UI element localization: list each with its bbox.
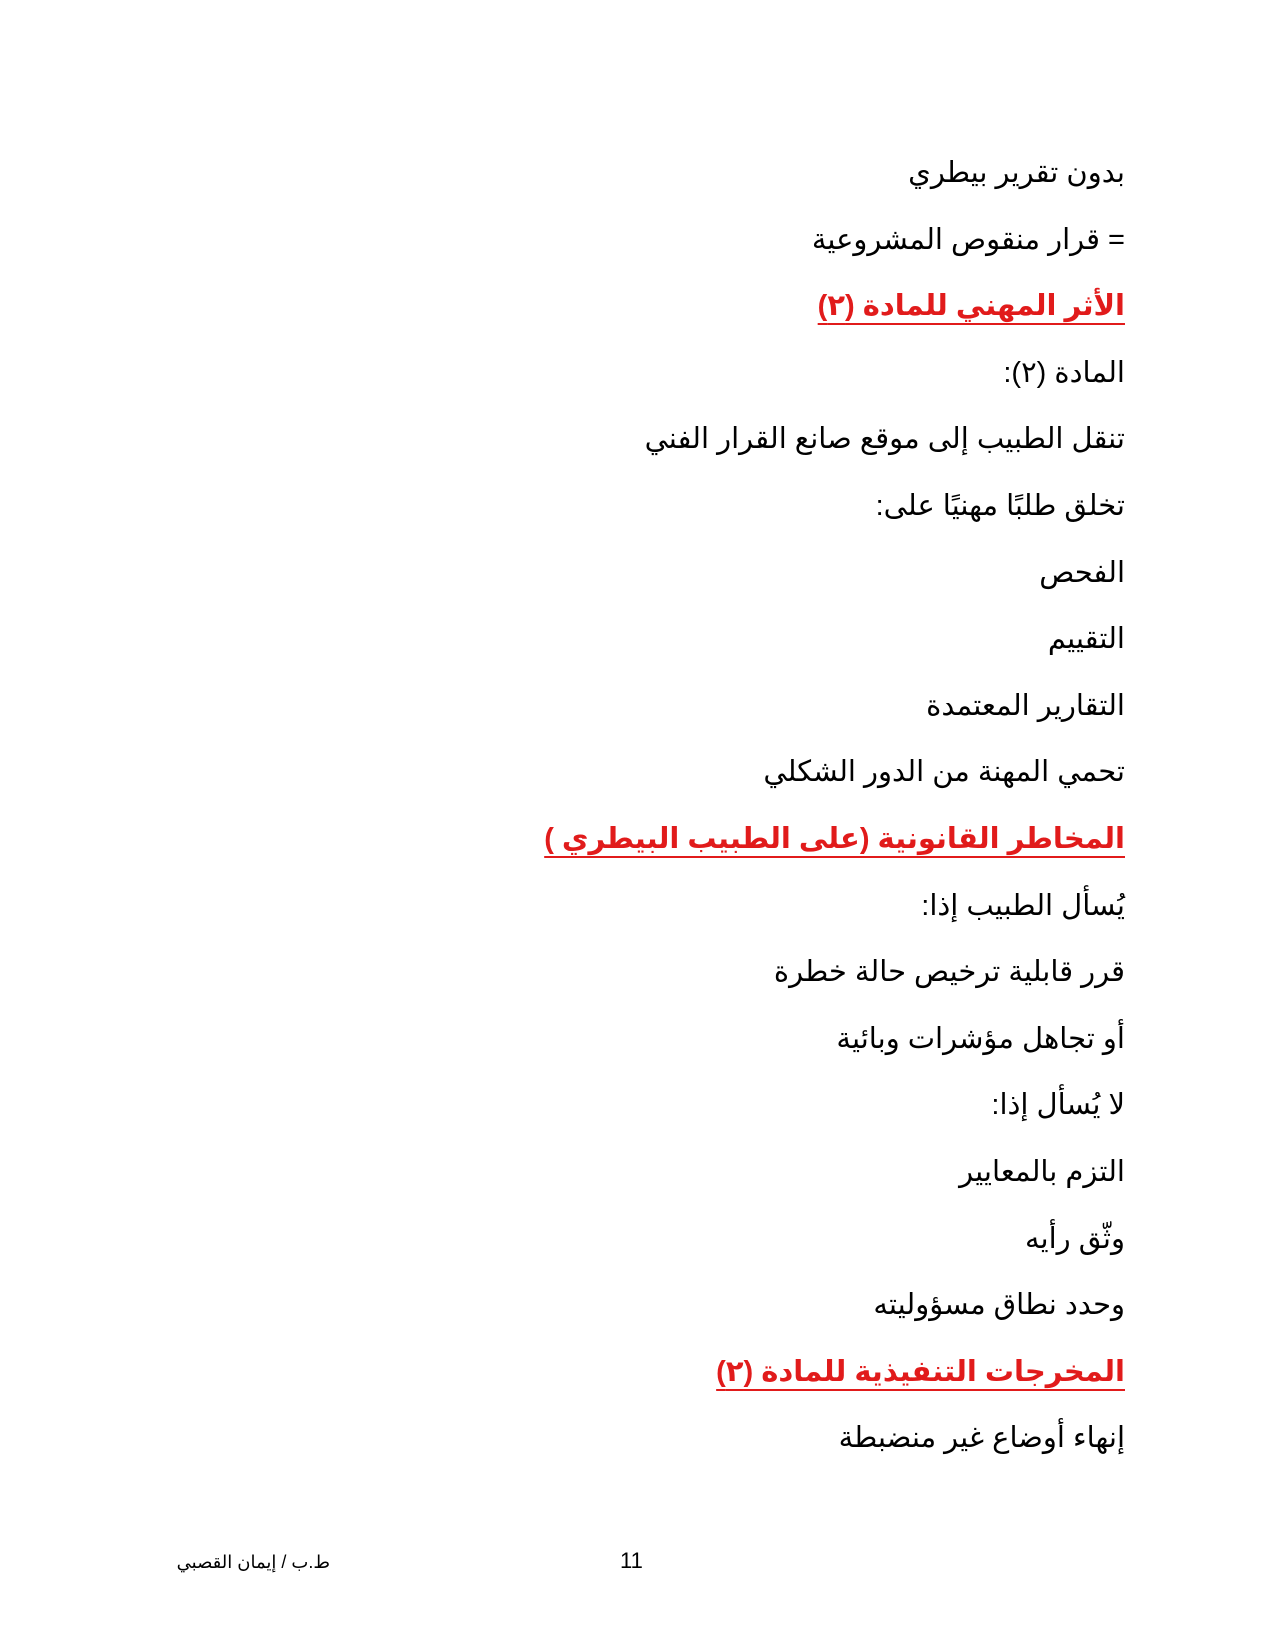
text-line: تخلق طلبًا مهنيًا على: (875, 489, 1125, 522)
section-heading-text: المخاطر القانونية (على الطبيب البيطري ) (544, 822, 1125, 855)
text-line: قرر قابلية ترخيص حالة خطرة (773, 956, 1125, 989)
text-line: = قرار منقوص المشروعية (811, 223, 1125, 256)
text-line: لا يُسأل إذا: (991, 1089, 1125, 1122)
text-line: التزم بالمعايير (959, 1155, 1125, 1188)
text-line: تنقل الطبيب إلى موقع صانع القرار الفني (644, 423, 1125, 456)
text-line: التقييم (1047, 623, 1125, 656)
text-line: إنهاء أوضاع غير منضبطة (838, 1422, 1125, 1455)
text-line: التقارير المعتمدة (926, 689, 1125, 722)
footer-author: ط.ب / إيمان القصبي (176, 1552, 330, 1572)
section-heading (544, 806, 1125, 873)
text-line: أو تجاهل مؤشرات وبائية (836, 1022, 1125, 1055)
text-line: الفحص (1039, 556, 1125, 589)
section-heading-text: المخرجات التنفيذية للمادة (٢) (716, 1355, 1125, 1388)
section-heading (565, 1339, 1125, 1406)
text-line: وثّق رأيه (1025, 1222, 1125, 1255)
text-line: المادة (٢): (1003, 356, 1125, 389)
section-heading (565, 273, 1125, 340)
text-line: تحمي المهنة من الدور الشكلي (763, 756, 1125, 789)
page-number: 11 (620, 1548, 643, 1573)
page-content (544, 140, 1125, 1472)
text-line: وحدد نطاق مسؤوليته (873, 1289, 1125, 1322)
section-heading-text: الأثر المهني للمادة (٢) (817, 290, 1125, 323)
text-line: يُسأل الطبيب إذا: (921, 889, 1125, 922)
text-line: بدون تقرير بيطري (908, 157, 1125, 189)
